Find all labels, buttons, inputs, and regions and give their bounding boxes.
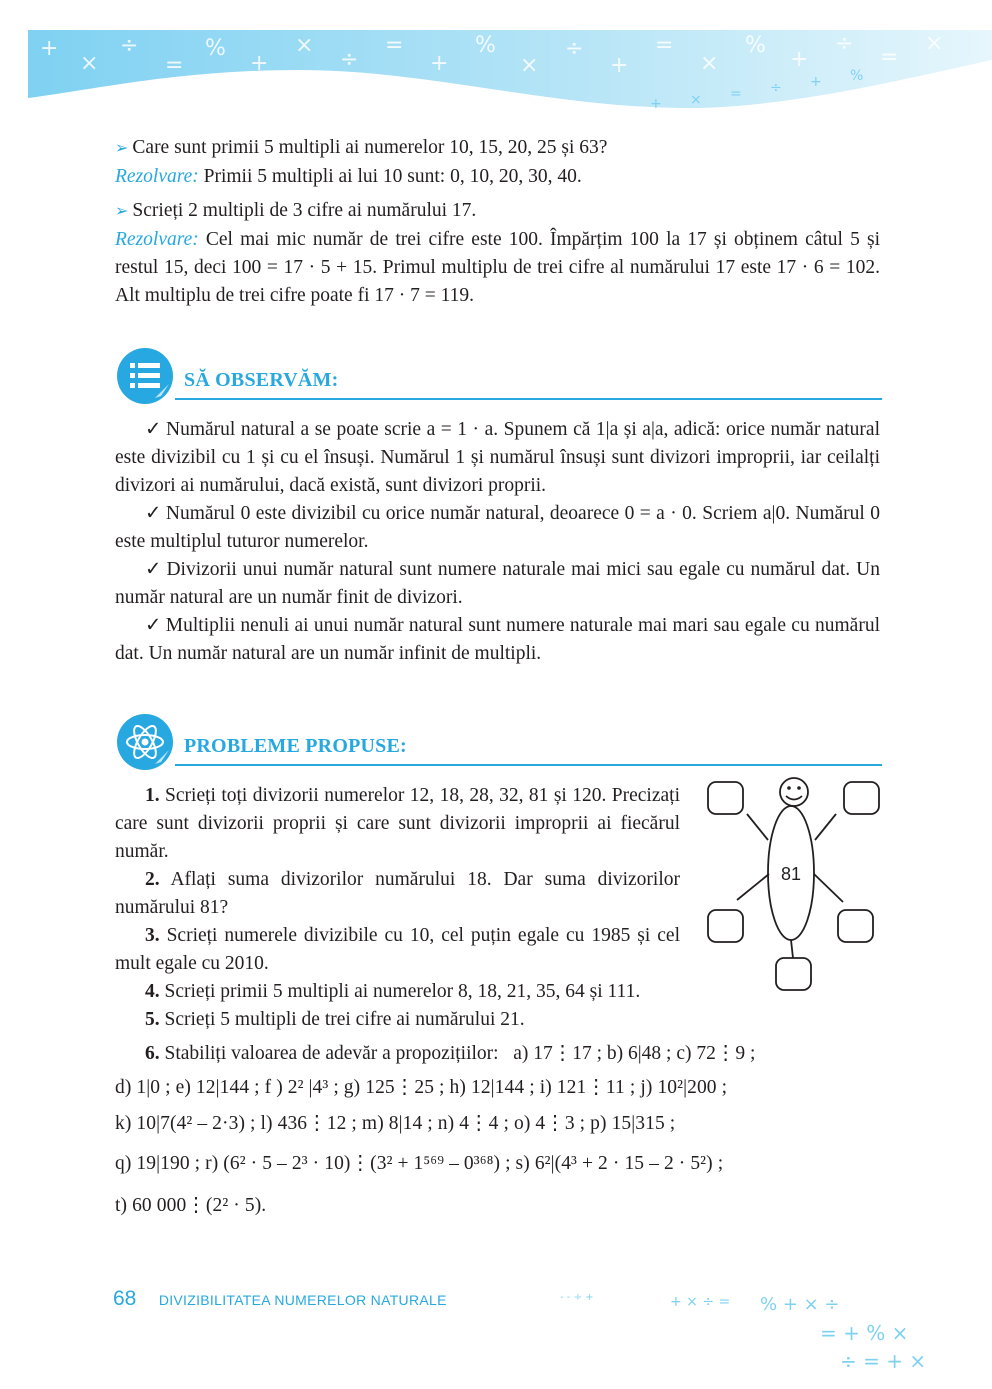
- example1-question: ➢ Care sunt primii 5 multipli ai numerelor 10, 15, 20, 25 și 63?: [115, 137, 608, 158]
- example1-answer: Rezolvare: Primii 5 multipli ai lui 10 sunt: 0, 10, 20, 30, 40.: [115, 166, 582, 187]
- problem-4: 4. Scrieți primii 5 multipli ai numerelor 8, 18, 21, 35, 64 și 111.: [145, 981, 641, 1002]
- solution-label: Rezolvare:: [115, 166, 199, 187]
- svg-text:+: +: [610, 53, 629, 78]
- svg-text:×: ×: [520, 53, 539, 78]
- svg-text:%: %: [745, 33, 766, 58]
- atom-icon: [115, 712, 175, 772]
- svg-text:=: =: [880, 45, 899, 70]
- check-icon: ✓: [145, 615, 162, 636]
- check-icon: ✓: [145, 503, 162, 524]
- page-number: 68: [113, 1287, 137, 1310]
- problem-2: 2. Aflați suma divizorilor numărului 18. Dar suma divizorilor numărului 81?: [115, 869, 680, 918]
- observe-section-header: [115, 340, 880, 416]
- svg-text:÷: ÷: [770, 80, 782, 96]
- divisor-figure: [705, 774, 885, 994]
- problems-title: PROBLEME PROPUSE:: [184, 735, 407, 757]
- svg-text:% + × ÷: % + × ÷: [760, 1294, 840, 1315]
- problem-6-line2: d) 1|0 ; e) 12|144 ; f ) 2² |4³ ; g) 125⋮25 ; h) 12|144 ; i) 121⋮11 ; j) 10²|200 ;: [115, 1077, 728, 1098]
- svg-text:= + % ×: = + % ×: [820, 1321, 909, 1345]
- check-icon: ✓: [145, 559, 163, 580]
- svg-text:+: +: [40, 36, 59, 61]
- svg-text:=: =: [165, 53, 184, 78]
- svg-text:÷: ÷: [340, 47, 359, 72]
- svg-text:+: +: [810, 74, 822, 90]
- svg-text:%: %: [475, 33, 496, 58]
- svg-text:÷: ÷: [120, 33, 139, 58]
- problem-5: 5. Scrieți 5 multipli de trei cifre ai numărului 21.: [145, 1009, 525, 1030]
- svg-text:÷: ÷: [565, 36, 584, 61]
- page-content: [115, 134, 880, 1220]
- footer-decoration: [540, 1280, 992, 1389]
- problem-6: 6. Stabiliți valoarea de adevăr a propozițiilor: a) 17⋮17 ; b) 6|48 ; c) 72⋮9 ;: [145, 1043, 756, 1064]
- svg-text:×: ×: [690, 92, 702, 108]
- problems-text: [115, 782, 680, 978]
- chapter-title: DIVIZIBILITATEA NUMERELOR NATURALE: [158, 1292, 447, 1308]
- arrow-bullet-icon: ➢: [115, 203, 129, 220]
- section-divider: [175, 764, 882, 766]
- problems-section-header: [115, 706, 880, 782]
- svg-text:+ × ÷ =: + × ÷ =: [670, 1294, 731, 1310]
- solution-label: Rezolvare:: [115, 229, 199, 250]
- problem-1: 1. Scrieți toți divizorii numerelor 12, 18, 28, 32, 81 și 120. Precizați care sunt divizorii proprii și care sunt divizorii improprii ai fiecărul număr.: [115, 785, 680, 862]
- observe-point-4: ✓ Multiplii nenuli ai unui număr natural sunt numere naturale mai mari sau egale cu numărul dat. Un număr natural are un număr infinit de multipli.: [115, 615, 880, 664]
- svg-text:÷ = + ×: ÷ = + ×: [840, 1349, 927, 1373]
- observe-title: SĂ OBSERVĂM:: [184, 369, 339, 391]
- header-banner: [0, 0, 992, 130]
- problem-6-line4: q) 19|190 ; r) (6² · 5 – 2³ · 10)⋮(3² + 1⁵⁶⁹ – 0³⁶⁸) ; s) 6²|(4³ + 2 · 15 – 2 · 5²) ;: [115, 1153, 724, 1174]
- arrow-bullet-icon: ➢: [115, 140, 129, 157]
- svg-text:%: %: [205, 36, 226, 61]
- problems-list: [115, 782, 880, 1220]
- svg-text:+: +: [650, 96, 662, 112]
- svg-text:+: +: [790, 47, 809, 72]
- observe-point-1: ✓ Numărul natural a se poate scrie a = 1 · a. Spunem că 1|a și a|a, adică: orice număr natural este divizibil cu 1 și cu el însuși. Numărul 1 și numărul însuși sunt divizori improprii, iar ceilalți divizori ai numărului, dacă există, sunt divizori proprii.: [115, 419, 880, 496]
- list-icon: [115, 346, 175, 406]
- svg-text:=: =: [655, 33, 674, 58]
- example2-question: ➢ Scrieți 2 multipli de 3 cifre ai numărului 17.: [115, 200, 477, 221]
- svg-text:×: ×: [80, 51, 99, 76]
- svg-text:=: =: [385, 33, 404, 58]
- problem-6-line1: a) 17⋮17 ; b) 6|48 ; c) 72⋮9 ;: [513, 1043, 756, 1064]
- observe-point-3: ✓ Divizorii unui număr natural sunt numere naturale mai mici sau egale cu numărul dat. Un număr natural are un număr finit de divizori.: [115, 559, 880, 608]
- problem-6-line5: t) 60 000⋮(2² · 5).: [115, 1195, 267, 1216]
- svg-text:×: ×: [925, 31, 944, 56]
- svg-text:=: =: [730, 86, 742, 102]
- example2-answer: Rezolvare: Cel mai mic număr de trei cifre este 100. Împărțim 100 la 17 și obținem câtul 5 și restul 15, deci 100 = 17 · 5 + 15. Primul multiplu de trei cifre al numărului 17 este 17 · 6 = 102. Alt multiplu de trei cifre poate fi 17 · 7 = 119.: [115, 229, 880, 306]
- svg-text:+: +: [430, 51, 449, 76]
- observe-point-2: ✓ Numărul 0 este divizibil cu orice număr natural, deoarece 0 = a · 0. Scriem a|0. Numărul 0 este multiplul tuturor numerelor.: [115, 503, 880, 552]
- svg-text:- - ÷ +: - - ÷ +: [560, 1292, 594, 1303]
- section-divider: [175, 398, 882, 400]
- page-footer: [113, 1287, 447, 1311]
- check-icon: ✓: [145, 419, 162, 440]
- problem-6-line3: k) 10|7(4² – 2·3) ; l) 436⋮12 ; m) 8|14 ; n) 4⋮4 ; o) 4⋮3 ; p) 15|315 ;: [115, 1113, 676, 1134]
- svg-text:÷: ÷: [835, 31, 854, 56]
- svg-text:%: %: [850, 68, 864, 84]
- problem-3: 3. Scrieți numerele divizibile cu 10, cel puțin egale cu 1985 și cel mult egale cu 2010.: [115, 925, 680, 974]
- svg-text:×: ×: [295, 33, 314, 58]
- svg-text:×: ×: [700, 51, 719, 76]
- svg-text:+: +: [250, 51, 269, 76]
- figure-number: 81: [780, 864, 802, 884]
